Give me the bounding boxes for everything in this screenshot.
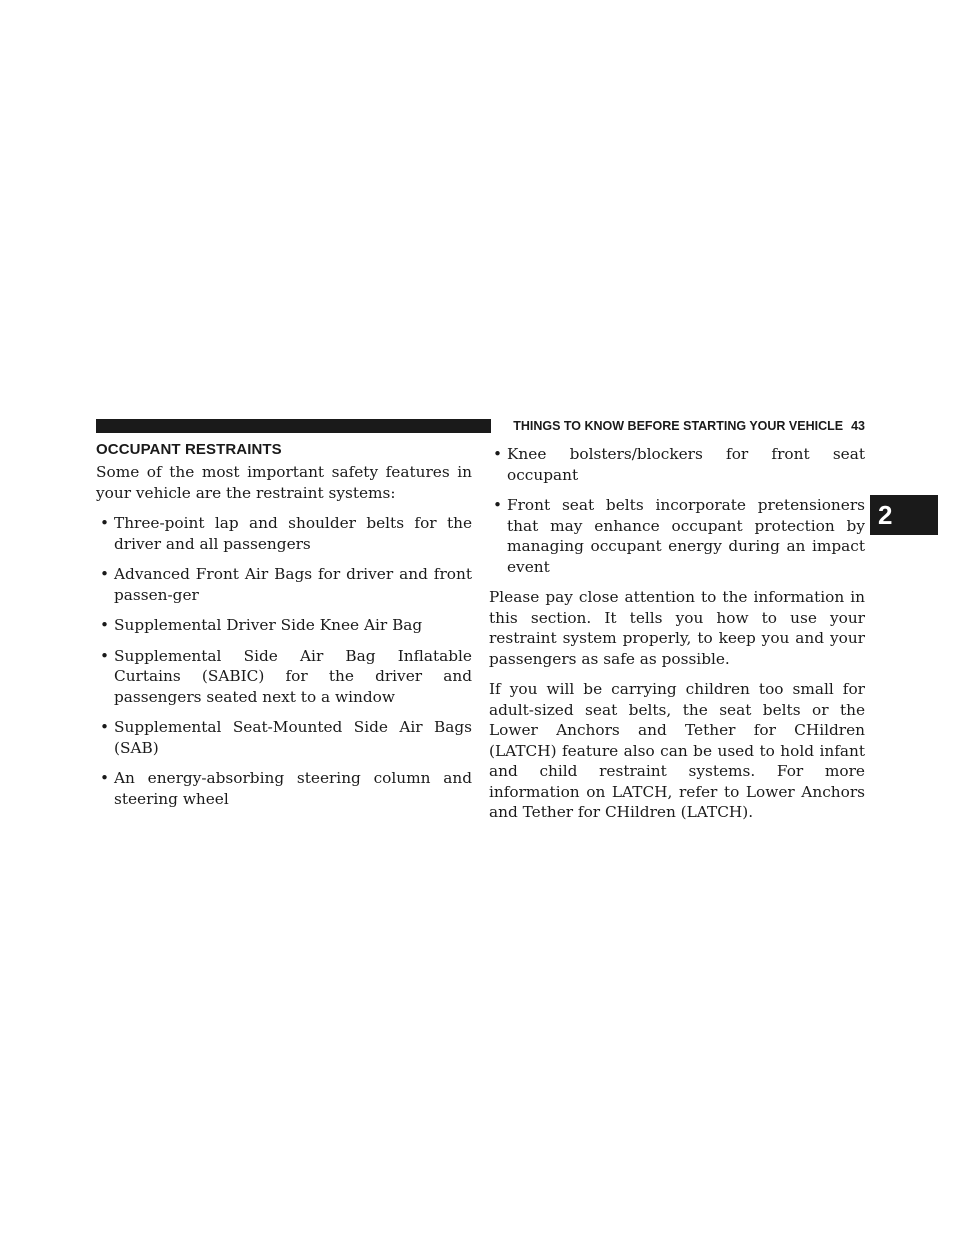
list-item: • Supplemental Seat-Mounted Side Air Bags (SAB): [100, 718, 472, 757]
bullet-icon: •: [493, 445, 503, 463]
list-item: • Supplemental Driver Side Knee Air Bag: [100, 616, 423, 634]
bullet-icon: •: [100, 646, 110, 665]
list-item: • Supplemental Side Air Bag Inflatable Curtains (SABIC) for the driver and passengers seated next to a window: [100, 646, 472, 706]
running-header: [500, 418, 865, 434]
header-rule: [96, 419, 491, 433]
section-heading: OCCUPANT RESTRAINTS: [96, 441, 282, 458]
bullet-icon: •: [100, 718, 110, 736]
intro-paragraph: Some of the most important safety features in your vehicle are the restraint systems:: [96, 463, 472, 502]
body-paragraph: Please pay close attention to the information in this section. It tells you how to use your restraint system properly, to keep you and your passengers as safe as possible.: [489, 588, 865, 668]
header-title: THINGS TO KNOW BEFORE STARTING YOUR VEHICLE: [513, 419, 844, 433]
list-item: • An energy-absorbing steering column and steering wheel: [100, 769, 472, 808]
list-item: • Three-point lap and shoulder belts for the driver and all passengers: [100, 514, 472, 553]
bullet-icon: •: [493, 496, 503, 514]
left-column: [96, 440, 472, 819]
chapter-tab: 2: [870, 495, 938, 535]
right-column: [489, 444, 865, 833]
bullet-icon: •: [100, 565, 110, 583]
list-item: • Knee bolsters/blockers for front seat occupant: [493, 445, 865, 484]
bullet-icon: •: [100, 769, 110, 787]
list-item: • Front seat belts incorporate pretensioners that may enhance occupant protection by managing occupant energy during an impact event: [493, 496, 865, 576]
list-item: • Advanced Front Air Bags for driver and front passen-ger: [100, 565, 472, 604]
bullet-icon: •: [100, 514, 110, 532]
restraint-list-continued: [489, 444, 865, 577]
restraint-list: [96, 513, 472, 809]
page-number: 43: [851, 419, 865, 433]
body-paragraph: If you will be carrying children too small for adult-sized seat belts, the seat belts or the Lower Anchors and Tether for CHildren (LATCH) feature also can be used to hold infant and child restraint systems. For more information on LATCH, refer to Lower Anchors and Tether for CHildren (LATCH).: [489, 680, 865, 821]
bullet-icon: •: [100, 616, 110, 634]
